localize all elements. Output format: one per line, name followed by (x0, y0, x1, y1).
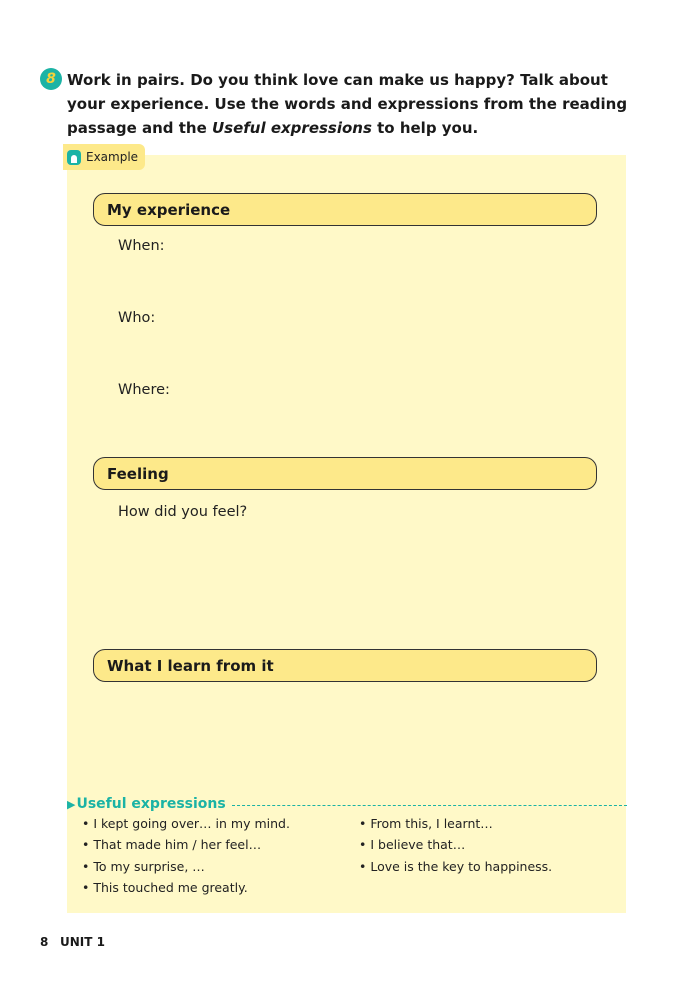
useful-expressions-header (67, 795, 627, 813)
expression-item: • That made him / her feel… (82, 837, 262, 852)
expression-item: • Love is the key to happiness. (359, 859, 553, 874)
expression-item: • From this, I learnt… (359, 816, 493, 831)
task-number-badge: 8 (40, 68, 62, 90)
example-icon (67, 150, 81, 165)
feeling-question: How did you feel? (118, 504, 248, 520)
task-text-2: to help you. (371, 119, 479, 137)
what-i-learn-header: What I learn from it (93, 649, 597, 682)
when-field-label: When: (118, 238, 165, 254)
task-text-1: Work in pairs. Do you think love can make us happy? Talk about your experience. Use the words and expressions from the reading passage and the (67, 71, 628, 137)
page-number: 8 (40, 935, 49, 949)
example-label: Example (86, 150, 139, 164)
where-field-label: Where: (118, 382, 170, 398)
arrow-right-icon: ▶ (67, 797, 76, 811)
dashed-divider (232, 805, 627, 806)
who-field-label: Who: (118, 310, 156, 326)
expression-item: • This touched me greatly. (82, 880, 248, 895)
expression-item: • I believe that… (359, 837, 466, 852)
unit-label: UNIT 1 (60, 935, 105, 949)
expression-item: • To my surprise, … (82, 859, 205, 874)
my-experience-header: My experience (93, 193, 597, 226)
useful-expressions-title: Useful expressions (76, 796, 226, 812)
task-instructions (67, 68, 637, 140)
example-tab (63, 144, 145, 170)
expression-item: • I kept going over… in my mind. (82, 816, 290, 831)
task-text-emphasis: Useful expressions (211, 119, 372, 137)
feeling-header: Feeling (93, 457, 597, 490)
